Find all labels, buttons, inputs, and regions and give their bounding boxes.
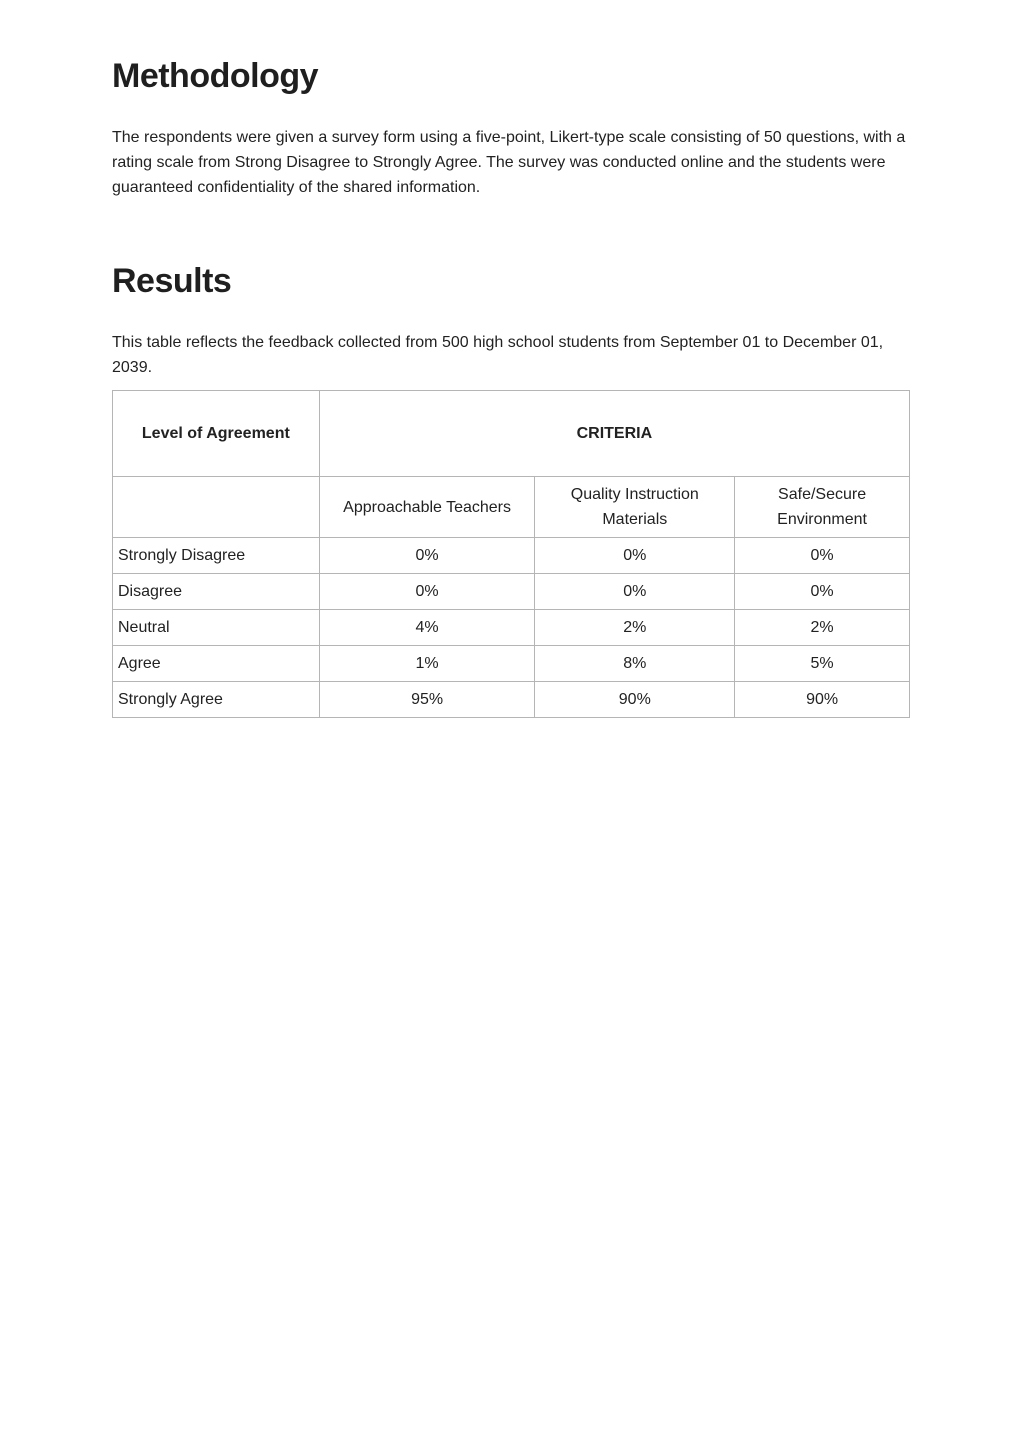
criteria-header: CRITERIA [319, 391, 909, 477]
table-cell: 8% [535, 646, 735, 682]
methodology-paragraph: The respondents were given a survey form using a five-point, Likert-type scale consisting of 50 questions, with a rating scale from Strong Disagree to Strongly Agree. The survey was conducted online and the students were guaranteed confidentiality of the shared information. [112, 129, 906, 196]
table-cell: 0% [535, 574, 735, 610]
table-cell: 90% [535, 682, 735, 718]
table-row [113, 646, 910, 682]
column-header-approachable-teachers: Approachable Teachers [319, 477, 535, 538]
table-cell: 95% [319, 682, 535, 718]
table-row [113, 574, 910, 610]
table-header-row [113, 391, 910, 477]
table-row [113, 682, 910, 718]
table-cell: 1% [319, 646, 535, 682]
column-header-safe-secure-environment: Safe/Secure Environment [735, 477, 910, 538]
table-cell: 90% [735, 682, 910, 718]
table-cell: 0% [735, 574, 910, 610]
table-cell: 2% [535, 610, 735, 646]
table-cell: 5% [735, 646, 910, 682]
table-row [113, 538, 910, 574]
table-cell: 4% [319, 610, 535, 646]
level-of-agreement-header: Level of Agreement [113, 391, 320, 477]
table-row [113, 610, 910, 646]
table-cell: 0% [319, 574, 535, 610]
results-paragraph: This table reflects the feedback collected from 500 high school students from September 01 to December 01, 2039. [112, 334, 884, 376]
row-label: Agree [113, 646, 320, 682]
results-heading: Results [112, 262, 232, 300]
methodology-heading: Methodology [112, 57, 319, 95]
table-subheader-row [113, 477, 910, 538]
table-cell: 2% [735, 610, 910, 646]
results-table [112, 390, 910, 718]
row-label: Strongly Agree [113, 682, 320, 718]
table-cell: 0% [319, 538, 535, 574]
row-label: Neutral [113, 610, 320, 646]
column-header-quality-instruction-materials: Quality Instruction Materials [535, 477, 735, 538]
empty-subheader-cell [113, 477, 320, 538]
row-label: Disagree [113, 574, 320, 610]
table-cell: 0% [535, 538, 735, 574]
table-cell: 0% [735, 538, 910, 574]
row-label: Strongly Disagree [113, 538, 320, 574]
